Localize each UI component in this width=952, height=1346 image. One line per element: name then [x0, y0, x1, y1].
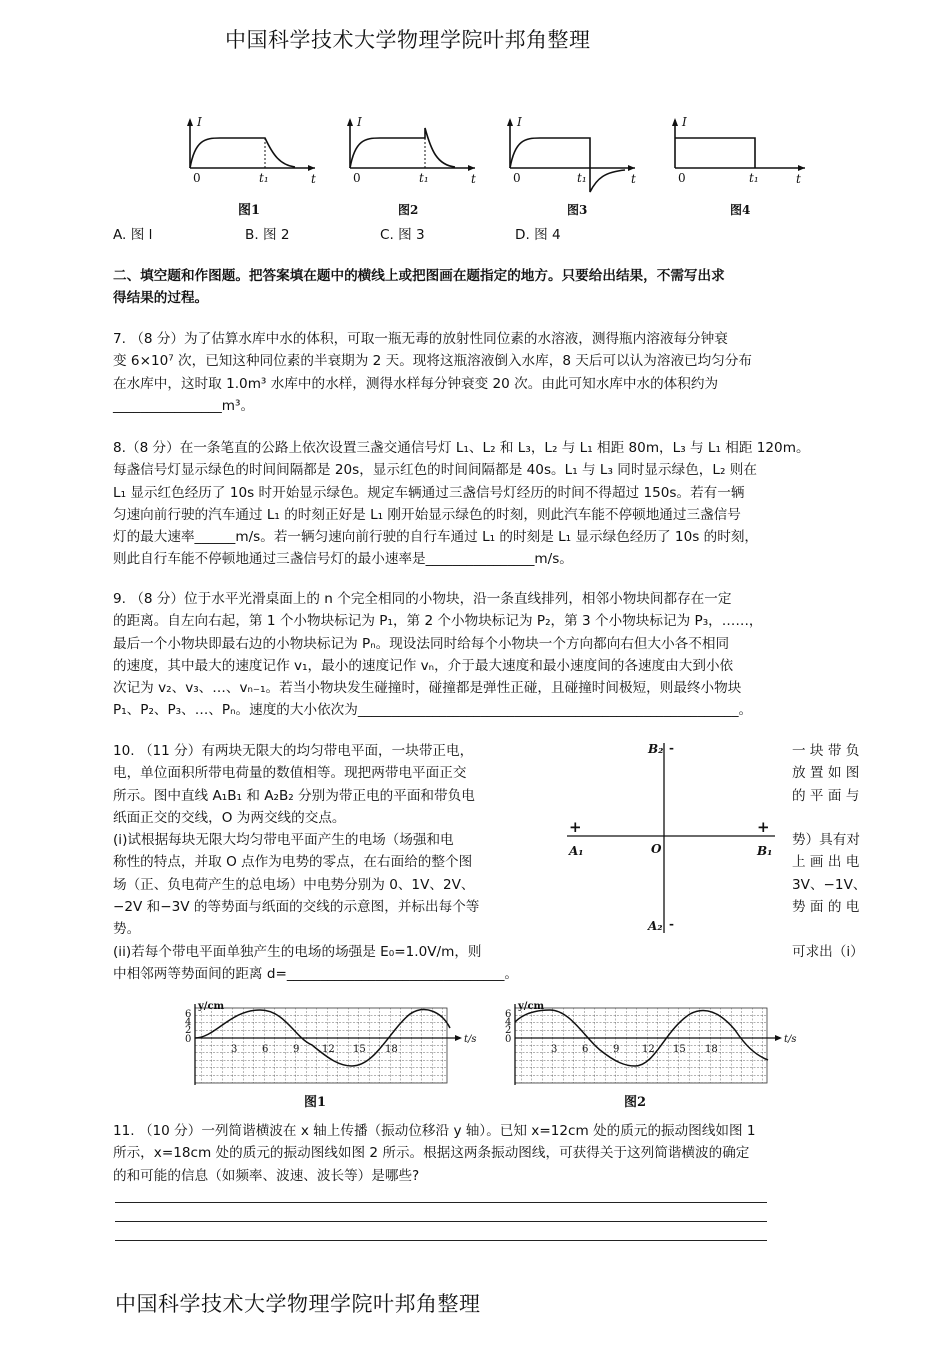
svg-text:t₁: t₁	[419, 171, 429, 185]
svg-text:3: 3	[551, 1044, 558, 1055]
question-9: 9. （8 分）位于水平光滑桌面上的 n 个完全相同的小物块，沿一条直线排列，相邻小物块间都存在一定 的距离。自左向右起，第 1 个小物块标记为 P₁，第 2 个小物块标记为 P₂，第 3 个小物块标记为 P₃，……， 最后一个小物块即最右边的小物块标记为 Pₙ。现设法同时给每个小物块一个方向都向右但大小各不相同 的速度，其中最大的速度记作 v₁，最小的速度记作 vₙ，介于最大速度和最小速度间的各速度由大到小依 次记为 v₂、v₃、…、vₙ₋₁。若当小物块发生碰撞时，碰撞都是弹性正碰，且碰撞时间极短，则最终小物块 P₁、P₂、P₃、…、Pₙ。速度的大小依次为________________________________________________________。	[113, 591, 763, 719]
question-10-right: 一 块 带 负 放 置 如 图 的 平 面 与 势）具有对 上 画 出 电 3V、−1V、 势 面 的 电 可求出（i）	[792, 743, 867, 960]
svg-text:6: 6	[505, 1009, 512, 1020]
svg-text:t₁: t₁	[577, 171, 587, 185]
page-header: 中国科学技术大学物理学院叶邦角整理	[225, 28, 591, 52]
svg-text:y/cm: y/cm	[198, 1001, 225, 1012]
label-b1: B₁	[757, 844, 773, 858]
svg-text:18: 18	[385, 1044, 398, 1055]
q11-graph-1	[185, 1001, 477, 1110]
answer-line-3[interactable]	[115, 1240, 767, 1241]
q10-figure	[565, 738, 780, 938]
q6-figure-3	[507, 115, 636, 217]
page-footer: 中国科学技术大学物理学院叶邦角整理	[115, 1292, 481, 1316]
q6-option-a: A. 图 l	[113, 227, 153, 243]
svg-text:t: t	[471, 172, 476, 186]
svg-text:4: 4	[505, 1017, 512, 1028]
svg-text:6: 6	[185, 1009, 192, 1020]
q11-caption-2: 图2	[624, 1095, 647, 1110]
svg-text:18: 18	[705, 1044, 718, 1055]
svg-text:t: t	[311, 172, 316, 186]
svg-text:12: 12	[322, 1044, 335, 1055]
answer-line-1[interactable]	[115, 1202, 767, 1203]
svg-text:t/s: t/s	[464, 1034, 477, 1045]
svg-text:y/cm: y/cm	[518, 1001, 545, 1012]
svg-text:9: 9	[613, 1044, 620, 1055]
question-11: 11. （10 分）一列简谐横波在 x 轴上传播（振动位移沿 y 轴）。已知 x=12cm 处的质元的振动图线如图 1 所示，x=18cm 处的质元的振动图线如图 2 所示。根据这两条振动图线，可获得关于这列简谐横波的确定 的和可能的信息（如频率、波速、波长等）是哪些?	[113, 1123, 756, 1184]
svg-text:0: 0	[505, 1034, 512, 1045]
q6-figure-1	[187, 115, 316, 218]
svg-text:0: 0	[513, 171, 521, 185]
question-7: 7. （8 分）为了估算水库中水的体积，可取一瓶无毒的放射性同位素的水溶液，测得瓶内溶液每分钟衰 变 6×10⁷ 次，已知这种同位素的半衰期为 2 天。现将这瓶溶液倒入水库，8 天后可以认为溶液已均匀分布 在水库中，这时取 1.0m³ 水库中的水样，测得水样每分钟衰变 20 次。由此可知水库中水的体积约为 ________________m³。	[113, 331, 753, 414]
q6-caption-4: 图4	[730, 203, 751, 217]
q6-option-c: C. 图 3	[380, 227, 425, 243]
svg-text:6: 6	[262, 1044, 269, 1055]
label-o: O	[651, 842, 662, 856]
svg-text:0: 0	[193, 171, 201, 185]
svg-text:-: -	[669, 741, 674, 755]
svg-text:-: -	[669, 917, 674, 931]
q11-graphs	[180, 1000, 800, 1115]
svg-text:t/s: t/s	[784, 1034, 797, 1045]
svg-text:0: 0	[185, 1034, 192, 1045]
svg-text:I: I	[517, 115, 522, 129]
svg-text:0: 0	[353, 171, 361, 185]
svg-text:+: +	[757, 818, 770, 836]
q11-graph-2	[505, 1001, 797, 1110]
answer-line-2[interactable]	[115, 1221, 767, 1222]
svg-text:15: 15	[673, 1044, 686, 1055]
label-b2: B₂	[648, 742, 664, 756]
label-a2: A₂	[648, 919, 663, 933]
q6-option-d: D. 图 4	[515, 227, 561, 243]
svg-text:t₁: t₁	[749, 171, 759, 185]
svg-text:2: 2	[505, 1025, 512, 1036]
q6-caption-2: 图2	[398, 203, 419, 217]
q6-caption-1: 图1	[238, 203, 261, 218]
q6-caption-3: 图3	[567, 203, 588, 217]
svg-text:+: +	[569, 818, 582, 836]
q11-caption-1: 图1	[304, 1095, 327, 1110]
question-10-left: 10. （11 分）有两块无限大的均匀带电平面，一块带正电， 电，单位面积所带电荷量的数值相等。现把两带电平面正交 所示。图中直线 A₁B₁ 和 A₂B₂ 分别为带正电的平面和带负电 纸面正交的交线，O 为两交线的交点。 (i)试根据每块无限大均匀带电平面产生的电场（场强和电 称性的特点，并取 O 点作为电势的零点，在右面给的整个图 场（正、负电荷产生的总电场）中电势分别为 0、1V、2V、 −2V 和−3V 的等势面与纸面的交线的示意图，并标出每个等 势。 (ii)若每个带电平面单独产生的电场的场强是 E₀=1.0V/m，则 中相邻两等势面间的距离 d=________________________________。	[113, 743, 518, 982]
svg-text:I: I	[682, 115, 687, 129]
axis-label-i: I	[197, 115, 202, 129]
svg-text:t: t	[631, 172, 636, 186]
svg-text:I: I	[357, 115, 362, 129]
svg-text:15: 15	[353, 1044, 366, 1055]
q6-option-b: B. 图 2	[245, 227, 290, 243]
q6-figure-2	[347, 115, 476, 217]
svg-text:4: 4	[185, 1017, 192, 1028]
svg-text:0: 0	[678, 171, 686, 185]
svg-text:12: 12	[642, 1044, 655, 1055]
svg-text:9: 9	[293, 1044, 300, 1055]
svg-text:3: 3	[231, 1044, 238, 1055]
svg-text:2: 2	[185, 1025, 192, 1036]
section-2-instructions: 二、填空题和作图题。把答案填在题中的横线上或把图画在题指定的地方。只要给出结果，不需写出求 得结果的过程。	[113, 268, 725, 307]
svg-text:t: t	[796, 172, 801, 186]
label-a1: A₁	[569, 844, 584, 858]
q6-figures	[170, 110, 830, 225]
svg-text:6: 6	[582, 1044, 589, 1055]
question-8: 8.（8 分）在一条笔直的公路上依次设置三盏交通信号灯 L₁、L₂ 和 L₃，L₂ 与 L₁ 相距 80m，L₃ 与 L₁ 相距 120m。 每盏信号灯显示绿色的时间间隔都是 20s，显示红色的时间间隔都是 40s。L₁ 与 L₃ 同时显示绿色，L₂ 则在 L₁ 显示红色经历了 10s 时开始显示绿色。规定车辆通过三盏信号灯经历的时间不得超过 150s。若有一辆 匀速向前行驶的汽车通过 L₁ 的时刻正好是 L₁ 刚开始显示绿色的时刻，则此汽车能不停顿地通过三盏信号 灯的最大速率______m/s。若一辆匀速向前行驶的自行车通过 L₁ 的时刻是 L₁ 显示绿色经历了 10s 的时刻， 则此自行车能不停顿地通过三盏信号灯的最小速率是________________m/s。	[113, 440, 810, 568]
svg-text:t₁: t₁	[259, 171, 269, 185]
q6-figure-4	[672, 115, 805, 217]
